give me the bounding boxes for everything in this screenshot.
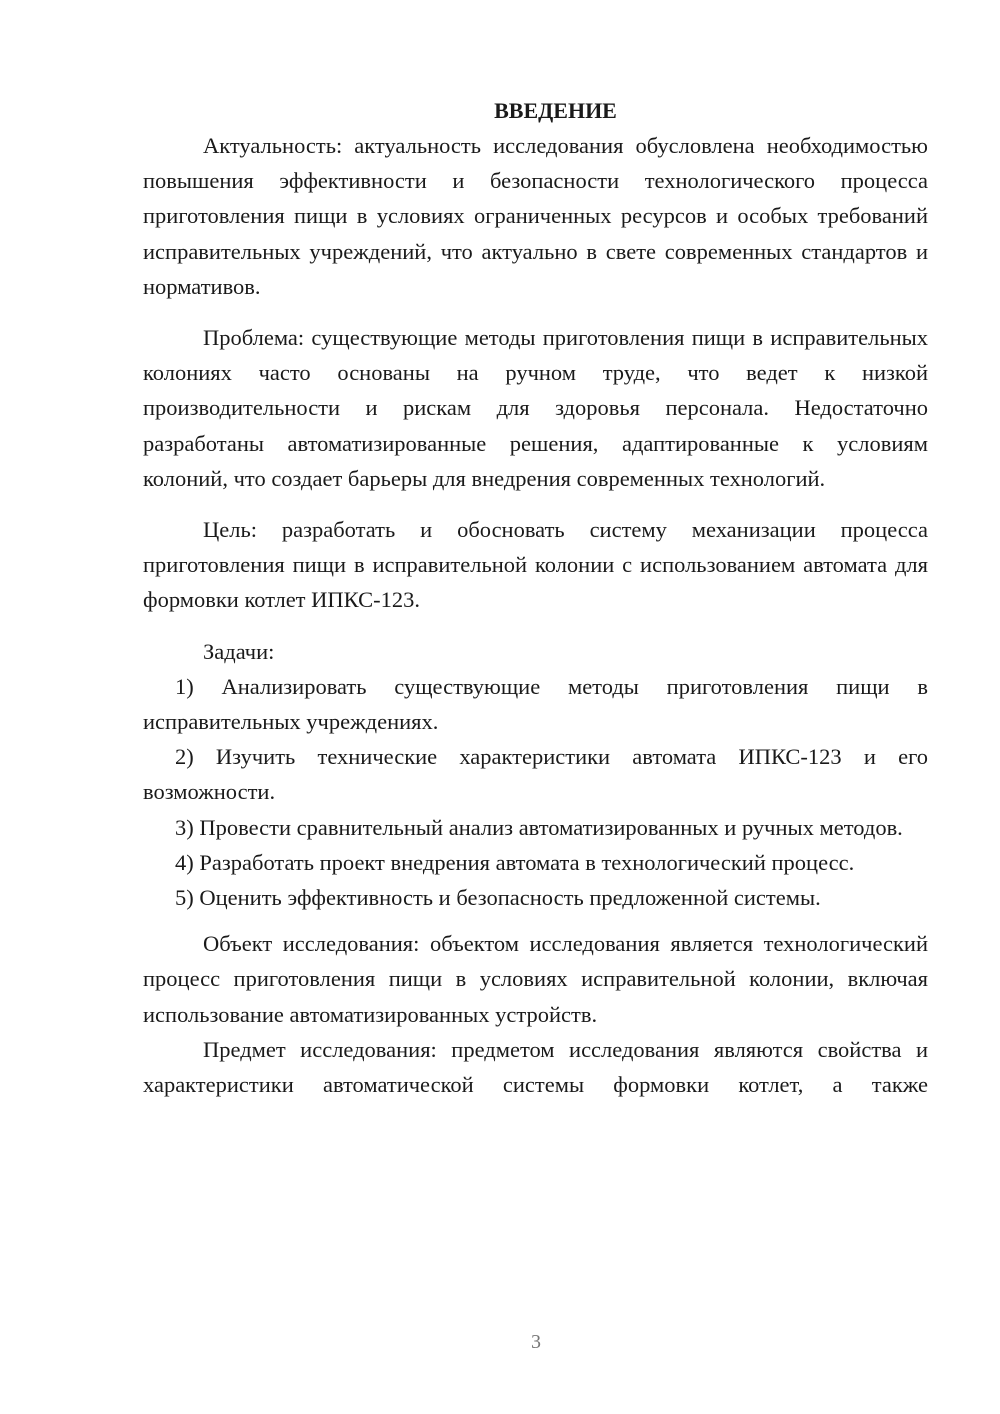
task-item-2: 2) Изучить технические характеристики автомата ИПКС-123 и его возможности. xyxy=(143,744,928,805)
page-content xyxy=(143,93,928,1102)
paragraph-object: Объект исследования: объектом исследования является технологический процесс приготовления пищи в условиях исправительной колонии, включая использование автоматизированных устройств. xyxy=(143,931,928,1027)
paragraph-goal: Цель: разработать и обосновать систему механизации процесса приготовления пищи в исправительной колонии с использованием автомата для формовки котлет ИПКС-123. xyxy=(143,517,928,613)
paragraph-tasks-heading: Задачи: xyxy=(203,638,275,664)
page-number: 3 xyxy=(531,1331,541,1353)
paragraph-relevance: Актуальность: актуальность исследования обусловлена необходимостью повышения эффективности и безопасности технологического процесса приготовления пищи в условиях ограниченных ресурсов и особых требований исправительных учреждений, что актуально в свете современных стандартов и нормативов. xyxy=(143,133,928,299)
paragraph-problem: Проблема: существующие методы приготовления пищи в исправительных колониях часто основаны на ручном труде, что ведет к низкой производительности и рискам для здоровья персонала. Недостаточно разработаны автоматизированные решения, адаптированные к условиям колоний, что создает барьеры для внедрения современных технологий. xyxy=(143,325,928,491)
paragraph-subject: Предмет исследования: предметом исследования являются свойства и характеристики автоматической системы формовки котлет, а также xyxy=(143,1036,928,1098)
task-item-1: 1) Анализировать существующие методы приготовления пищи в исправительных учреждениях. xyxy=(143,673,928,735)
task-item-3: 3) Провести сравнительный анализ автоматизированных и ручных методов. xyxy=(175,814,903,840)
section-title: ВВЕДЕНИЕ xyxy=(494,98,617,123)
task-item-5: 5) Оценить эффективность и безопасность предложенной системы. xyxy=(175,885,821,911)
task-item-4: 4) Разработать проект внедрения автомата в технологический процесс. xyxy=(175,849,855,875)
